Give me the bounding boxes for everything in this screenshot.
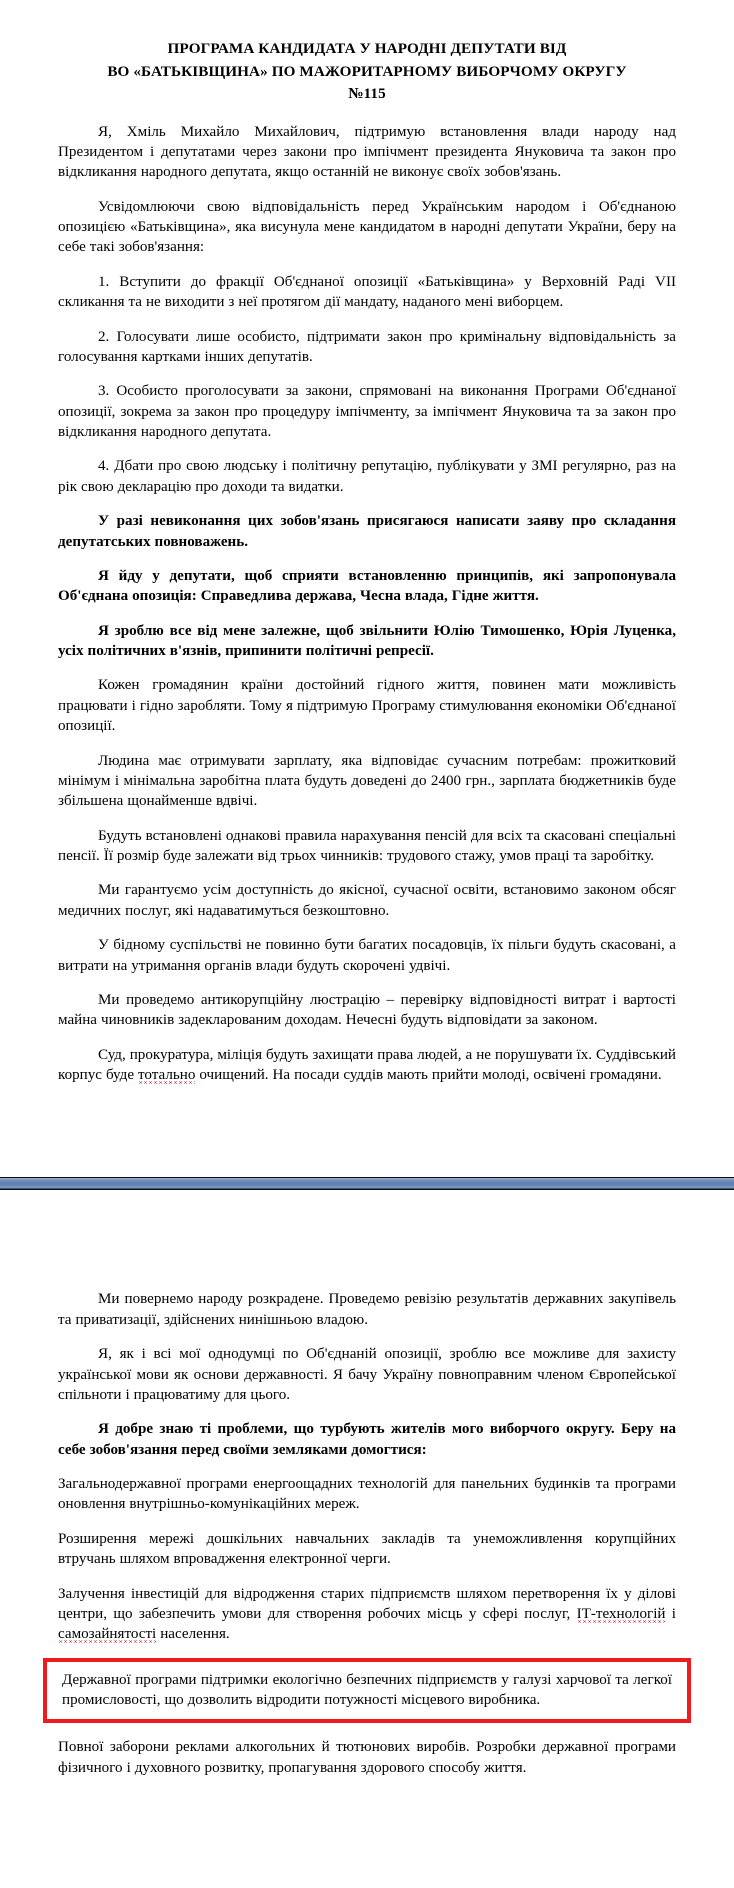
paragraph-intro-1: Я, Хміль Михайло Михайлович, підтримую встановлення влади народу над Президентом і депутатами через закони про імпічмент президента Януковича та закон про відкликання народного депутата, якщо останній не виконує своїх зобов'язань. bbox=[58, 123, 676, 181]
court-text-after: очищений. На посади суддів мають прийти молоді, освічені громадяни. bbox=[195, 1067, 662, 1083]
document-page-2 bbox=[0, 1190, 734, 1888]
bold-pledge-3: Я зроблю все від мене залежне, щоб звільнити Юлію Тимошенко, Юрія Луценка, усіх політичних в'язнів, припинити політичні репресії. bbox=[58, 622, 676, 659]
pledge-item-4: 4. Дбати про свою людську і політичну репутацію, публікувати у ЗМІ регулярно, раз на рік свою декларацію про доходи та видатки. bbox=[58, 458, 676, 495]
body-paragraph-4: Ми гарантуємо усім доступність до якісної, сучасної освіти, встановимо законом обсяг медичних послуг, які надаватимуться безкоштовно. bbox=[58, 882, 676, 919]
highlighted-commitment-item: Державної програми підтримки екологічно безпечних підприємств у галузі харчової та легкої промисловості, що дозволить відродити потужності місцевого виробника. bbox=[62, 1671, 672, 1708]
page-break-separator bbox=[0, 1177, 734, 1190]
commitment-item-final: Повної заборони реклами алкогольних й тютюнових виробів. Розробки державної програми фізичного і духовного розвитку, пропагування здорового способу життя. bbox=[58, 1739, 676, 1776]
spellcheck-word-totalno: тотально bbox=[138, 1067, 196, 1083]
document-bottom-space bbox=[58, 1778, 676, 1888]
page2-paragraph-2: Я, як і всі мої однодумці по Об'єднаній опозиції, зроблю все можливе для захисту української мови як основи державності. Я бачу Україну повноправним членом Європейської спільноти і працюватиму для цього. bbox=[58, 1346, 676, 1403]
title-line-3: №115 bbox=[348, 85, 386, 102]
spellcheck-word-samozaynyatosti: самозайнятості bbox=[58, 1626, 157, 1643]
page-bottom-margin bbox=[58, 1085, 676, 1177]
investment-text-after: населення. bbox=[156, 1626, 230, 1643]
body-paragraph-3: Будуть встановлені однакові правила нарахування пенсій для всіх та скасовані спеціальні пенсії. Її розмір буде залежати від трьох чинників: трудового стажу, умов праці та заробітку. bbox=[58, 827, 676, 864]
title-line-1: ПРОГРАМА КАНДИДАТА У НАРОДНІ ДЕПУТАТИ ВІД bbox=[167, 40, 567, 57]
investment-text-before: Залучення інвестицій для відродження старих підприємств шляхом перетворення їх у ділові центри, що забезпечить умови для створення робочих місць у сфері послуг, bbox=[58, 1585, 676, 1622]
title-line-2: ВО «БАТЬКІВЩИНА» ПО МАЖОРИТАРНОМУ ВИБОРЧОМУ ОКРУГУ bbox=[107, 62, 627, 80]
investment-text-middle: і bbox=[665, 1605, 677, 1622]
court-text-before: Суд, прокуратура, міліція будуть захищати права людей, а не порушувати їх. Суддівський корпус буде bbox=[58, 1046, 676, 1083]
body-paragraph-1: Кожен громадянин країни достойний гідного життя, повинен мати можливість працювати і гідно заробляти. Тому я підтримую Програму стимулювання економіки Об'єднаної опозиції. bbox=[58, 677, 676, 735]
commitment-item-1: Загальнодержавної програми енергоощадних технологій для панельних будинків та програми оновлення внутрішньо-комунікаційних мереж. bbox=[58, 1476, 676, 1513]
spellcheck-word-it-tehnologiy: ІТ-технологій bbox=[576, 1605, 666, 1622]
paragraph-intro-2: Усвідомлюючи свою відповідальність перед Українським народом і Об'єднаною опозицією «Батьківщина», яка висунула мене кандидатом в народні депутати України, беру на себе такі зобов'язання: bbox=[58, 198, 676, 256]
page2-paragraph-1: Ми повернемо народу розкрадене. Проведемо ревізію результатів державних закупівель та приватизації, здійснених нинішньою владою. bbox=[58, 1291, 676, 1328]
pledge-item-3: 3. Особисто проголосувати за закони, спрямовані на виконання Програми Об'єднаної опозиції, зокрема за закон про процедуру імпічменту, за імпічмент Януковича та за закон про відкликання народного депутата. bbox=[58, 383, 676, 440]
body-paragraph-5: У бідному суспільстві не повинно бути багатих посадовців, їх пільги будуть скасовані, а витрати на утримання органів влади будуть скорочені удвічі. bbox=[58, 937, 676, 974]
bold-pledge-2: Я йду у депутати, щоб сприяти встановленню принципів, які запропонувала Об'єднана опозиція: Справедлива держава, Чесна влада, Гідне життя. bbox=[58, 567, 676, 605]
bold-pledge-1: У разі невиконання цих зобов'язань присягаюся написати заяву про складання депутатських повноважень. bbox=[58, 513, 676, 550]
body-paragraph-court bbox=[58, 1031, 676, 1086]
commitment-item-2: Розширення мережі дошкільних навчальних закладів та унеможливлення корупційних втручань шляхом впровадження електронної черги. bbox=[58, 1530, 676, 1568]
commitment-item-3 bbox=[58, 1570, 676, 1645]
page-title bbox=[58, 38, 676, 106]
body-paragraph-2: Людина має отримувати зарплату, яка відповідає сучасним потребам: прожитковий мінімум і мінімальна заробітна плата будуть доведені до 2400 грн., зарплата бюджетників буде збільшена щонайменше вдвічі. bbox=[58, 752, 676, 810]
red-highlight-box bbox=[43, 1658, 691, 1724]
pledge-item-1: 1. Вступити до фракції Об'єднаної опозиції «Батьківщина» у Верховній Раді VII скликання та не виходити з неї протягом дії мандату, наданого мені виборцем. bbox=[58, 273, 676, 311]
body-paragraph-6: Ми проведемо антикорупційну люстрацію – перевірку відповідності витрат і вартості майна чиновників задекларованим доходам. Нечесні будуть відповідати за законом. bbox=[58, 991, 676, 1029]
page-top-margin bbox=[58, 1190, 676, 1275]
pledge-item-2: 2. Голосувати лише особисто, підтримати закон про кримінальну відповідальність за голосування картками інших депутатів. bbox=[58, 328, 676, 365]
page2-bold-heading: Я добре знаю ті проблеми, що турбують жителів мого виборчого округу. Беру на себе зобов'язання перед своїми земляками домогтися: bbox=[58, 1421, 676, 1458]
